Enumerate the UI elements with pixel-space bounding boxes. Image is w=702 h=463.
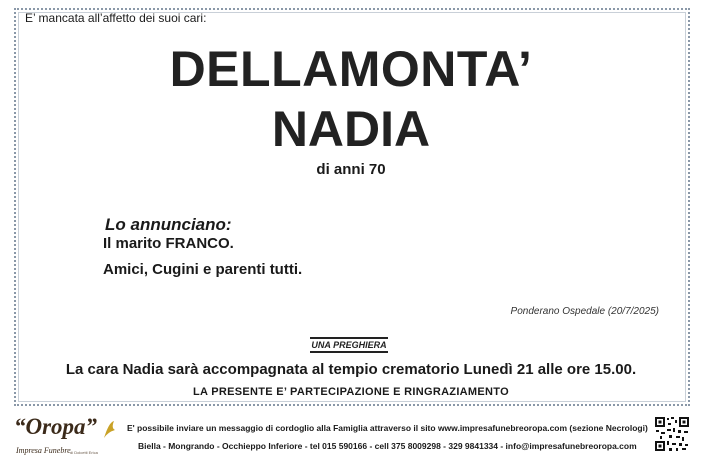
deceased-surname: DELLAMONTA’ <box>169 41 533 97</box>
announcer-line-1: Il marito FRANCO. <box>103 235 234 252</box>
company-logo <box>6 414 116 460</box>
deceased-first-name: NADIA <box>271 101 431 157</box>
logo-subtitle: Impresa Funebre <box>16 446 71 455</box>
place-date: Ponderano Ospedale (20/7/2025) <box>510 306 659 317</box>
announcer-line-2: Amici, Cugini e parenti tutti. <box>103 261 303 278</box>
closing-text: LA PRESENTE E’ PARTECIPAZIONE E RINGRAZIAMENTO <box>193 386 509 398</box>
announcers-title: Lo annunciano: <box>105 215 232 234</box>
intro-text: E’ mancata all’affetto dei suoi cari: <box>25 11 207 25</box>
condolence-message-info: E' possibile inviare un messaggio di cordoglio alla Famiglia attraverso il sito www.impresafunebreoropa.com (sezione Necrologi) <box>127 423 648 433</box>
contact-info: Biella - Mongrando - Occhieppo Inferiore - tel 015 590166 - cell 375 8009298 - 329 9841334 - info@impresafunebreoropa.com <box>138 441 637 451</box>
logo-name: “Oropa” <box>14 414 98 439</box>
logo-ornament-icon <box>102 420 116 440</box>
qr-code-icon <box>654 416 690 452</box>
deceased-age: di anni 70 <box>316 161 386 178</box>
prayer-label-text: UNA PREGHIERA <box>311 340 387 350</box>
prayer-label <box>310 337 388 353</box>
logo-owner: di Dolcetti Erica <box>70 450 98 455</box>
ceremony-info: La cara Nadia sarà accompagnata al tempio crematorio Lunedì 21 alle ore 15.00. <box>65 361 637 378</box>
